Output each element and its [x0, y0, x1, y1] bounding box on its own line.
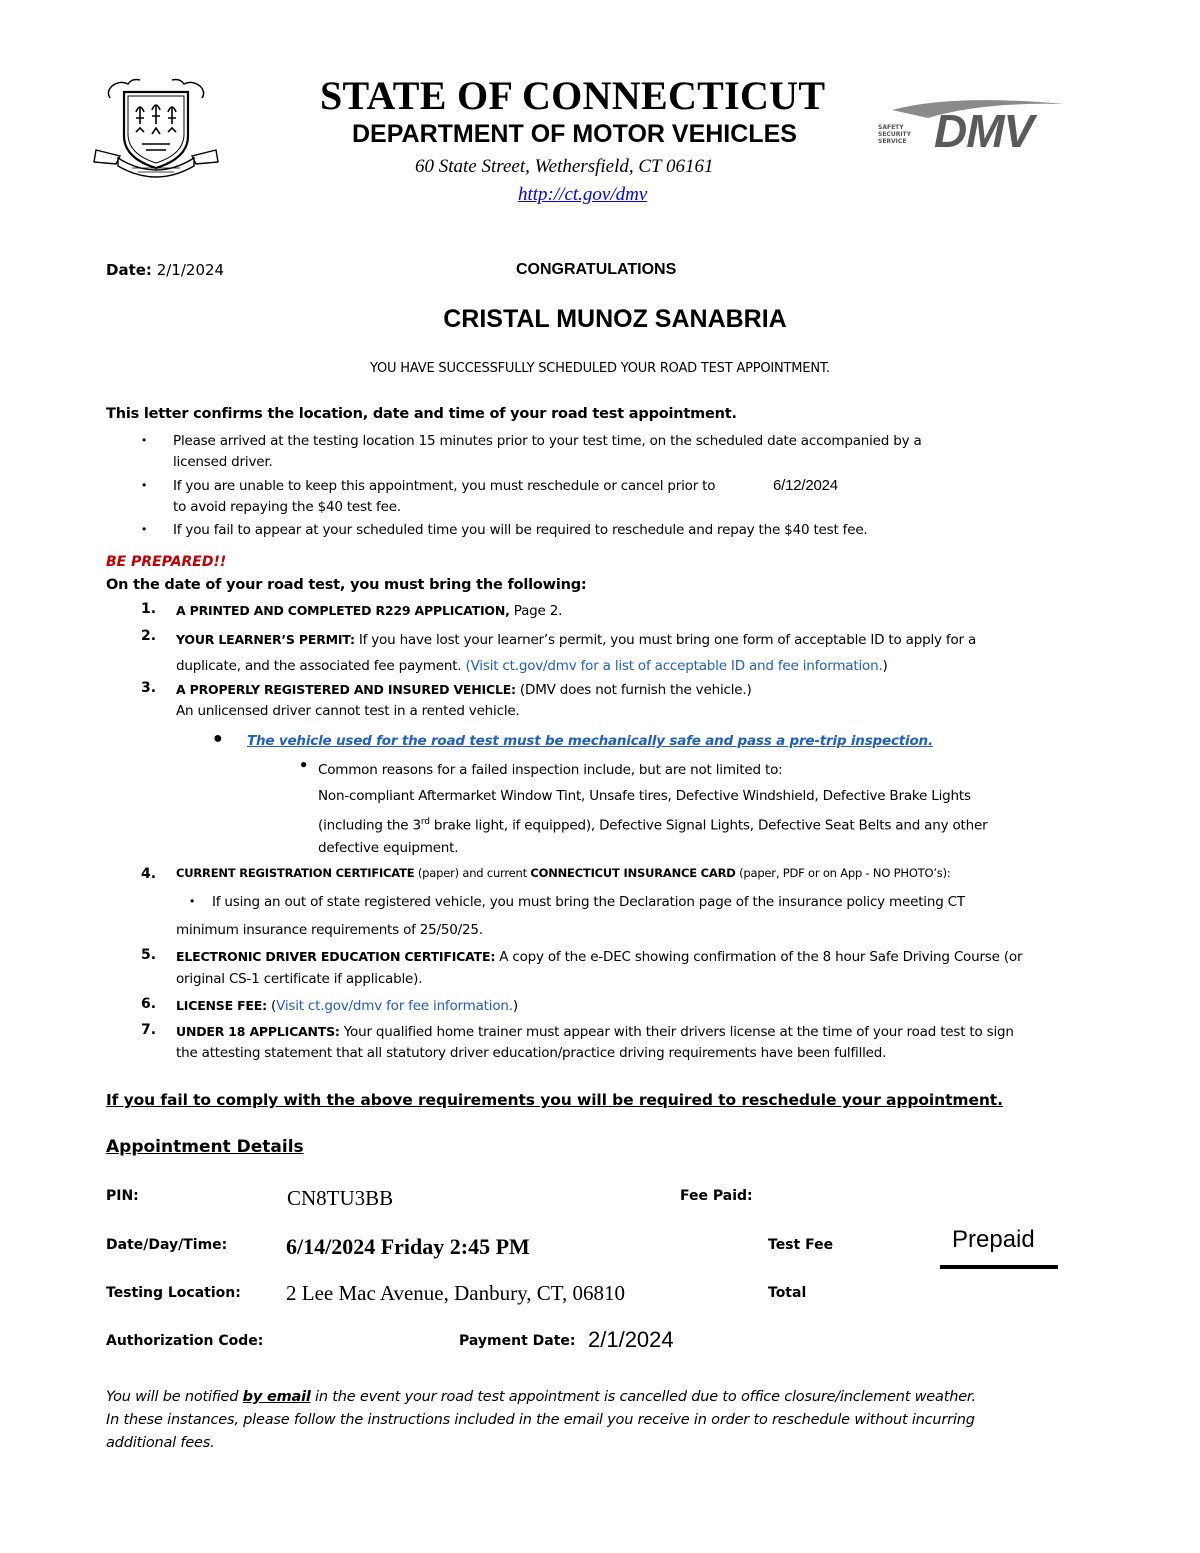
req-4-label: CURRENT REGISTRATION CERTIFICATE	[176, 866, 415, 880]
fee-paid-label: Fee Paid:	[680, 1188, 753, 1204]
req-4-number: 4.	[141, 866, 157, 882]
email-notice-part2: in the event your road test appointment is cancelled due to office closure/inclement weather.	[310, 1389, 976, 1405]
req-2-text: If you have lost your learner’s permit, you must bring one form of acceptable ID to apply for a	[354, 632, 977, 648]
req-5-label: ELECTRONIC DRIVER EDUCATION CERTIFICATE:	[176, 949, 496, 964]
fee-divider-line	[940, 1265, 1058, 1269]
req-1-label: A PRINTED AND COMPLETED R229 APPLICATION,	[176, 603, 510, 618]
pin-label: PIN:	[106, 1188, 139, 1204]
req-5-number: 5.	[141, 947, 157, 963]
email-notice-line3: additional fees.	[106, 1435, 215, 1451]
req-4	[176, 866, 951, 880]
location-value: 2 Lee Mac Avenue, Danbury, CT, 06810	[286, 1281, 626, 1305]
req-1-number: 1.	[141, 601, 157, 617]
dmv-logo	[872, 96, 1068, 157]
req-7-label: UNDER 18 APPLICANTS:	[176, 1024, 340, 1039]
req-2-label: YOUR LEARNER’S PERMIT:	[176, 632, 355, 647]
dmv-logo-text: DMV	[934, 105, 1034, 157]
department-title: DEPARTMENT OF MOTOR VEHICLES	[352, 120, 797, 148]
acceptable-id-link[interactable]: (Visit ct.gov/dmv for a list of acceptable ID and fee information.	[465, 658, 883, 674]
bullet-icon: •	[142, 478, 147, 492]
ordinal-suffix: rd	[420, 817, 430, 827]
req-5	[176, 946, 1022, 990]
be-prepared: BE PREPARED!!	[106, 554, 227, 570]
bullet-icon: •	[142, 433, 147, 447]
req-4-sub-line2: minimum insurance requirements of 25/50/25.	[176, 922, 483, 938]
inspection-reasons	[318, 757, 987, 861]
email-notice-part1: You will be notified	[106, 1389, 243, 1405]
req-5-text: A copy of the e-DEC showing confirmation of the 8 hour Safe Driving Course (or	[495, 949, 1023, 965]
req-1-text: Page 2.	[509, 603, 563, 619]
pin-value: CN8TU3BB	[287, 1186, 394, 1210]
bring-intro: On the date of your road test, you must bring the following:	[106, 577, 587, 593]
recipient-name: CRISTAL MUNOZ SANABRIA	[443, 305, 787, 333]
bullet-1-line2: licensed driver.	[173, 454, 273, 470]
bullet-2-line1: If you are unable to keep this appointment, you must reschedule or cancel prior to	[173, 478, 716, 494]
req-6-label: LICENSE FEE:	[176, 998, 267, 1013]
inspection-reasons-line3a: (including the 3	[318, 817, 421, 834]
req-3-text: (DMV does not furnish the vehicle.)	[515, 682, 752, 698]
email-notice-line2: In these instances, please follow the instructions included in the email you receive in order to reschedule without incurring	[106, 1412, 975, 1428]
req-2-line2: duplicate, and the associated fee payment.	[176, 658, 466, 674]
email-notice-by-email: by email	[242, 1389, 311, 1405]
logo-tagline-safety: SAFETY	[878, 124, 904, 131]
inspection-reasons-line1: Common reasons for a failed inspection include, but are not limited to:	[318, 762, 783, 778]
bullet-icon: •	[142, 522, 147, 536]
vehicle-inspection-note: The vehicle used for the road test must be mechanically safe and pass a pre-trip inspection.	[247, 733, 933, 749]
bullet-icon: ●	[213, 730, 223, 747]
state-seal-icon	[92, 74, 220, 186]
inspection-reasons-line4: defective equipment.	[318, 839, 459, 856]
logo-tagline-security: SECURITY	[878, 131, 911, 138]
payment-date-value: 2/1/2024	[588, 1327, 674, 1352]
req-5-line2: original CS-1 certificate if applicable).	[176, 971, 423, 987]
req-1	[176, 600, 562, 622]
bullet-1	[173, 431, 922, 473]
req-4-text: (paper) and current	[414, 866, 531, 880]
req-6-number: 6.	[141, 996, 157, 1012]
congratulations: CONGRATULATIONS	[516, 261, 677, 278]
cancel-deadline-date: 6/12/2024	[773, 477, 838, 494]
req-7-line2: the attesting statement that all statutory driver education/practice driving requirements have been fulfilled.	[176, 1045, 887, 1061]
req-7	[176, 1021, 1014, 1064]
datetime-label: Date/Day/Time:	[106, 1237, 228, 1253]
test-fee-label: Test Fee	[768, 1237, 834, 1253]
req-3-line2: An unlicensed driver cannot test in a rented vehicle.	[176, 703, 520, 719]
req-7-number: 7.	[141, 1022, 157, 1038]
req-2-tail: )	[882, 658, 888, 674]
total-label: Total	[768, 1285, 807, 1301]
bullet-3: If you fail to appear at your scheduled time you will be required to reschedule and repay the $40 test fee.	[173, 522, 868, 538]
address: 60 State Street, Wethersfield, CT 06161	[415, 156, 714, 177]
req-3-label: A PROPERLY REGISTERED AND INSURED VEHICLE:	[176, 682, 516, 697]
scheduled-statement: YOU HAVE SUCCESSFULLY SCHEDULED YOUR ROAD TEST APPOINTMENT.	[370, 361, 830, 376]
confirms-statement: This letter confirms the location, date and time of your road test appointment.	[106, 406, 737, 422]
req-3-number: 3.	[141, 680, 157, 696]
payment-date-label: Payment Date:	[459, 1333, 576, 1349]
logo-tagline-service: SERVICE	[878, 138, 907, 145]
fee-information-link[interactable]: Visit ct.gov/dmv for fee information.	[276, 998, 513, 1014]
test-fee-value: Prepaid	[952, 1226, 1035, 1253]
date-label: Date:	[106, 261, 152, 279]
req-4-label2: CONNECTICUT INSURANCE CARD	[530, 866, 736, 880]
inspection-reasons-line2: Non-compliant Aftermarket Window Tint, Unsafe tires, Defective Windshield, Defective Brake Lights	[318, 788, 971, 804]
state-title: STATE OF CONNECTICUT	[320, 73, 826, 118]
req-2	[176, 627, 976, 679]
req-2-number: 2.	[141, 628, 157, 644]
compliance-warning: If you fail to comply with the above requirements you will be required to reschedule your appointment.	[106, 1091, 1003, 1109]
req-6	[176, 995, 518, 1017]
req-6-tail: )	[512, 998, 518, 1014]
req-6-text: (	[266, 998, 277, 1014]
date-line	[106, 261, 224, 279]
bullet-2-line2: to avoid repaying the $40 test fee.	[173, 499, 401, 515]
dmv-url-link[interactable]: http://ct.gov/dmv	[518, 184, 648, 205]
appointment-heading: Appointment Details	[106, 1137, 304, 1157]
inspection-reasons-line3b: brake light, if equipped), Defective Signal Lights, Defective Seat Belts and any other	[429, 817, 988, 834]
bullet-icon: •	[190, 894, 195, 908]
email-notice	[106, 1386, 976, 1455]
bullet-icon: ●	[300, 757, 308, 771]
date-value: 2/1/2024	[156, 261, 225, 279]
req-7-text: Your qualified home trainer must appear with their drivers license at the time of your road test to sign	[339, 1024, 1014, 1040]
req-4-sub-line1: If using an out of state registered vehicle, you must bring the Declaration page of the insurance policy meeting CT	[212, 894, 965, 910]
auth-code-label: Authorization Code:	[106, 1333, 264, 1349]
datetime-value: 6/14/2024 Friday 2:45 PM	[286, 1234, 530, 1259]
req-4-text2: (paper, PDF or on App - NO PHOTO’s):	[735, 866, 951, 880]
req-3	[176, 679, 752, 722]
bullet-2	[173, 476, 838, 518]
bullet-1-line1: Please arrived at the testing location 15 minutes prior to your test time, on the scheduled date accompanied by a	[173, 433, 922, 449]
location-label: Testing Location:	[106, 1285, 241, 1301]
